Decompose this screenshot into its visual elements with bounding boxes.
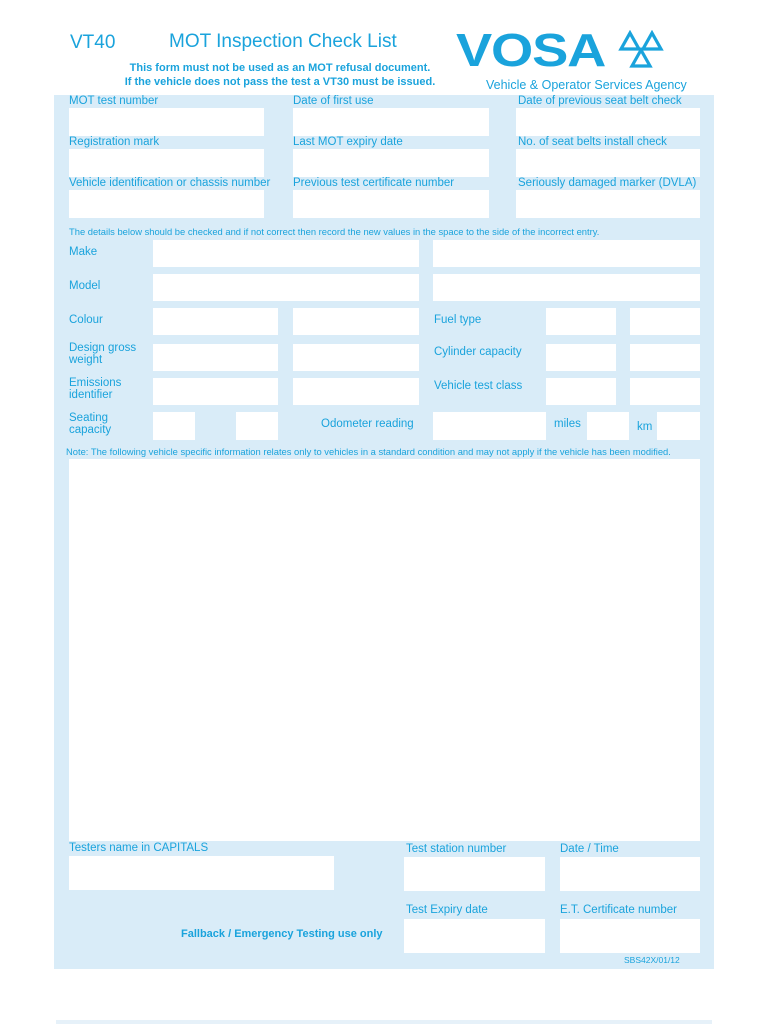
prev-cert-number-label: Previous test certificate number [293,177,455,189]
last-mot-expiry-field[interactable] [293,149,489,177]
colour-correction-field[interactable] [293,308,419,335]
cylinder-capacity-field[interactable] [546,344,616,371]
check-instruction: The details below should be checked and if not correct then record the new values in the space to the side of the incorrect entry. [69,226,600,237]
seriously-damaged-label: Seriously damaged marker (DVLA) [518,177,697,189]
vehicle-test-class-field[interactable] [546,378,616,405]
miles-label: miles [554,418,581,430]
model-correction-field[interactable] [433,274,700,301]
colour-label: Colour [69,314,103,326]
modification-note: Note: The following vehicle specific information relates only to vehicles in a standard condition and may not apply if the vehicle has been modified. [66,446,671,457]
warning-line-1: This form must not be used as an MOT refusal document. [129,62,431,74]
form-panel [54,95,714,969]
date-first-use-field[interactable] [293,108,489,136]
warning-line-2: If the vehicle does not pass the test a VT30 must be issued. [124,76,436,88]
date-time-label: Date / Time [560,843,619,855]
date-prev-seat-belt-label: Date of previous seat belt check [518,95,682,107]
registration-mark-label: Registration mark [69,136,160,148]
seating-capacity-field[interactable] [153,412,195,440]
cylinder-capacity-correction-field[interactable] [630,344,700,371]
km-field[interactable] [657,412,700,440]
testers-name-label: Testers name in CAPITALS [69,842,209,854]
vehicle-specific-info-area[interactable] [69,459,700,841]
date-prev-seat-belt-field[interactable] [516,108,700,136]
et-certificate-number-field[interactable] [560,919,700,953]
make-correction-field[interactable] [433,240,700,267]
vehicle-test-class-correction-field[interactable] [630,378,700,405]
odometer-reading-field[interactable] [433,412,546,440]
agency-name: Vehicle & Operator Services Agency [486,78,687,92]
date-time-field[interactable] [560,857,700,891]
vin-label: Vehicle identification or chassis number [69,177,271,189]
emissions-identifier-correction-field[interactable] [293,378,419,405]
emissions-identifier-label: Emissions identifier [69,377,122,401]
testers-name-field[interactable] [69,856,334,890]
no-seat-belts-field[interactable] [516,149,700,177]
design-gross-weight-label: Design gross weight [69,342,137,366]
agency-logo-text: VOSA [456,24,606,76]
vin-field[interactable] [69,190,264,218]
test-expiry-date-label: Test Expiry date [406,904,488,916]
cylinder-capacity-label: Cylinder capacity [434,346,522,358]
odometer-reading-label: Odometer reading [321,418,414,430]
test-station-number-field[interactable] [404,857,545,891]
seating-capacity-label: Seating capacity [69,412,112,436]
form-code: VT40 [70,32,116,53]
page-title: MOT Inspection Check List [169,31,397,52]
fuel-type-label: Fuel type [434,314,482,326]
colour-field[interactable] [153,308,278,335]
seriously-damaged-field[interactable] [516,190,700,218]
test-expiry-date-field[interactable] [404,919,545,953]
vehicle-test-class-label: Vehicle test class [434,380,523,392]
fuel-type-correction-field[interactable] [630,308,700,335]
prev-cert-number-field[interactable] [293,190,489,218]
date-first-use-label: Date of first use [293,95,374,107]
agency-logo [456,24,687,97]
miles-field[interactable] [587,412,629,440]
triangle-logo-icon [618,30,664,68]
design-gross-weight-field[interactable] [153,344,278,371]
next-page-edge [56,1020,712,1024]
et-certificate-number-label: E.T. Certificate number [560,904,677,916]
model-field[interactable] [153,274,419,301]
registration-mark-field[interactable] [69,149,264,177]
emissions-identifier-field[interactable] [153,378,278,405]
make-label: Make [69,246,98,258]
seating-capacity-correction-field[interactable] [236,412,278,440]
no-seat-belts-label: No. of seat belts install check [518,136,667,148]
test-station-number-label: Test station number [406,843,507,855]
fuel-type-field[interactable] [546,308,616,335]
model-label: Model [69,280,101,292]
km-label: km [637,421,653,433]
mot-test-number-label: MOT test number [69,95,159,107]
last-mot-expiry-label: Last MOT expiry date [293,136,403,148]
fallback-label: Fallback / Emergency Testing use only [181,928,383,940]
form-reference: SBS42X/01/12 [624,955,680,965]
mot-test-number-field[interactable] [69,108,264,136]
design-gross-weight-correction-field[interactable] [293,344,419,371]
make-field[interactable] [153,240,419,267]
